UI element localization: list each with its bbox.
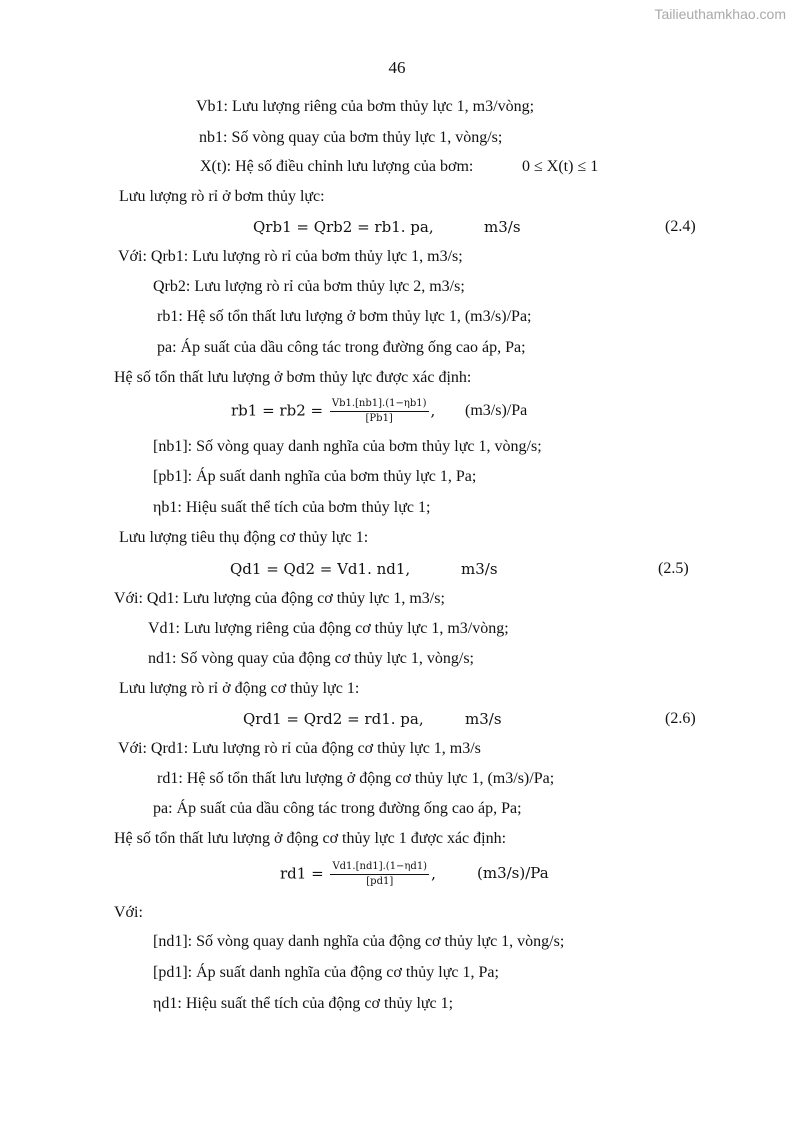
with-label: Với:: [114, 904, 143, 921]
xt-range: 0 ≤ X(t) ≤ 1: [522, 158, 599, 175]
equation-2-4-unit: m3/s: [484, 218, 521, 236]
def-pa-1: pa: Áp suất của dầu công tác trong đường ống cao áp, Pa;: [157, 339, 526, 356]
def-eta-b1: ηb1: Hiệu suất thể tích của bơm thủy lực 1;: [153, 499, 431, 516]
equation-2-6: Qrd1 = Qrd2 = rd1. pa,: [243, 710, 424, 728]
motor-intro: Lưu lượng tiêu thụ động cơ thủy lực 1:: [119, 529, 369, 546]
def-rd1: rd1: Hệ số tổn thất lưu lượng ở động cơ thủy lực 1, (m3/s)/Pa;: [157, 770, 555, 787]
equation-rd-fraction: [330, 861, 429, 888]
equation-2-5-number: (2.5): [658, 560, 689, 577]
equation-rd-unit: (m3/s)/Pa: [477, 864, 549, 882]
def-nd1: nd1: Số vòng quay của động cơ thủy lực 1, vòng/s;: [148, 650, 474, 667]
def-pa-2: pa: Áp suất của dầu công tác trong đường ống cao áp, Pa;: [153, 800, 522, 817]
def-nb1: nb1: Số vòng quay của bơm thủy lực 1, vòng/s;: [199, 129, 503, 146]
equation-2-5-unit: m3/s: [461, 560, 498, 578]
def-pb1-nominal: [pb1]: Áp suất danh nghĩa của bơm thủy lực 1, Pa;: [153, 468, 477, 485]
equation-rd-lhs: rd1 =: [280, 864, 324, 883]
equation-rb-denominator: [Pb1]: [365, 413, 393, 424]
def-vb1: Vb1: Lưu lượng riêng của bơm thủy lực 1, m3/vòng;: [196, 98, 535, 115]
leak-pump-intro: Lưu lượng rò rỉ ở bơm thủy lực:: [119, 188, 325, 205]
equation-2-4: Qrb1 = Qrb2 = rb1. pa,: [253, 218, 434, 236]
equation-rd: rd1 = $\frac{Vd1.[nd1].(1-\eta d1)}{[pd1]}$ ,: [280, 861, 436, 887]
def-qd1: Với: Qd1: Lưu lượng của động cơ thủy lực 1, m3/s;: [114, 590, 445, 607]
coef-motor-intro: Hệ số tổn thất lưu lượng ở động cơ thủy lực 1 được xác định:: [114, 830, 507, 847]
def-pd1-nominal: [pd1]: Áp suất danh nghĩa của động cơ thủy lực 1, Pa;: [153, 964, 499, 981]
equation-rb-unit: (m3/s)/Pa: [465, 402, 528, 419]
equation-2-4-number: (2.4): [665, 218, 696, 235]
def-xt: X(t): Hệ số điều chỉnh lưu lượng của bơm:: [200, 158, 474, 175]
equation-2-5: Qd1 = Qd2 = Vd1. nd1,: [230, 560, 411, 578]
def-qrb2: Qrb2: Lưu lượng rò rỉ của bơm thủy lực 2, m3/s;: [153, 278, 465, 295]
leak-motor-intro: Lưu lượng rò rỉ ở động cơ thủy lực 1:: [119, 680, 360, 697]
def-nd1-nominal: [nd1]: Số vòng quay danh nghĩa của động cơ thủy lực 1, vòng/s;: [153, 933, 565, 950]
equation-rb-fraction: [330, 398, 429, 425]
equation-rd-denominator: [pd1]: [366, 876, 394, 887]
equation-rb-lhs: rb1 = rb2 =: [231, 401, 324, 420]
coef-pump-intro: Hệ số tổn thất lưu lượng ở bơm thủy lực được xác định:: [114, 369, 472, 386]
def-nb1-nominal: [nb1]: Số vòng quay danh nghĩa của bơm thủy lực 1, vòng/s;: [153, 438, 542, 455]
def-qrb1: Với: Qrb1: Lưu lượng rò rỉ của bơm thủy lực 1, m3/s;: [118, 248, 463, 265]
equation-2-6-number: (2.6): [665, 710, 696, 727]
def-qrd1: Với: Qrd1: Lưu lượng rò rỉ của động cơ thủy lực 1, m3/s: [118, 740, 481, 757]
equation-rb-numerator: Vb1.[nb1].(1−ηb1): [330, 398, 429, 412]
def-eta-d1: ηd1: Hiệu suất thể tích của động cơ thủy lực 1;: [153, 995, 454, 1012]
equation-rd-numerator: Vd1.[nd1].(1−ηd1): [330, 861, 429, 875]
def-rb1: rb1: Hệ số tổn thất lưu lượng ở bơm thủy lực 1, (m3/s)/Pa;: [157, 308, 532, 325]
equation-2-6-unit: m3/s: [465, 710, 502, 728]
equation-rb: rb1 = rb2 = $\frac{Vb1.[nb1].(1-\eta b1)}{[Pb1]}$ ,: [231, 398, 436, 424]
def-vd1: Vd1: Lưu lượng riêng của động cơ thủy lực 1, m3/vòng;: [148, 620, 509, 637]
watermark: Tailieuthamkhao.com: [654, 6, 786, 22]
page-number: 46: [388, 58, 406, 77]
